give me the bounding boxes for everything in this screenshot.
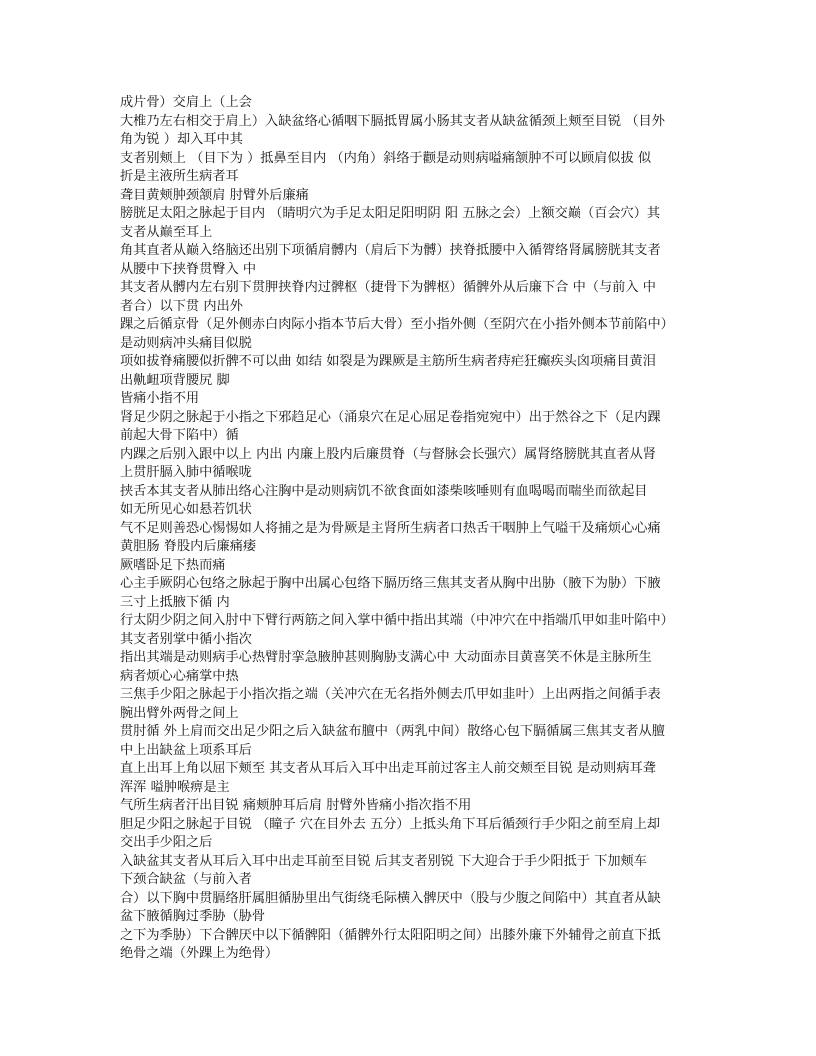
text-line: 角其直者从巅入络脑还出别下项循肩髆内（肩后下为髆）挟脊抵腰中入循膂络肾属膀胱其支者 [120, 243, 661, 258]
text-line: 前起大骨下陷中）循 [120, 428, 239, 443]
text-line: 出鼽衄项背腰尻 脚 [120, 372, 230, 388]
text-line: 三焦手少阳之脉起于小指次指之端（关冲穴在无名指外侧去爪甲如韭叶）上出两指之间循手表 [120, 687, 661, 702]
text-line: 贯肘循 外上肩而交出足少阳之后入缺盆布膻中（两乳中间）散络心包下膈循属三焦其支者从膻 [120, 724, 665, 739]
text-line: 交出手少阳之后 [120, 835, 213, 850]
text-line: 浑浑 嗌肿喉痹是主 [120, 779, 230, 795]
text-line: 合）以下胸中贯膈络肝属胆循胁里出气街绕毛际横入髀厌中（股与少腹之间陷中）其直者从缺 [120, 890, 661, 906]
text-line: 行太阴少阴之间入肘中下臂行两筋之间入掌中循中指出其端（中冲穴在中指端爪甲如韭叶陷中） [120, 613, 674, 628]
text-line: 三寸上抵腋下循 内 [120, 594, 230, 610]
text-line: 厥嗜卧足下热而痛 [120, 557, 226, 573]
text-line: 膀胱足太阳之脉起于目内 （睛明穴为手足太阳足阳明阴 阳 五脉之会）上额交巅（百会穴）其 [120, 206, 661, 221]
text-line: 成片骨）交肩上（上会 [120, 95, 252, 110]
text-line: 大椎乃左右相交于肩上）入缺盆络心循咽下膈抵胃属小肠其支者从缺盆循颈上颊至目锐 （目外 [120, 113, 665, 129]
text-line: 内踝之后别入跟中以上 内出 内廉上股内后廉贯脊（与督脉会长强穴）属肾络膀胱其直者从肾 [120, 446, 656, 462]
text-line: 气不足则善恐心惕惕如人将捕之是为骨厥是主肾所生病者口热舌干咽肿上气嗌干及痛烦心心痛 [120, 520, 661, 536]
text-line: 肾足少阴之脉起于小指之下邪趋足心（涌泉穴在足心屈足卷指宛宛中）出于然谷之下（足内踝 [120, 409, 661, 425]
text-line: 中上出缺盆上项系耳后 [120, 742, 252, 758]
text-line: 如无所见心如悬若饥状 [120, 502, 252, 517]
text-line: 盆下腋循胸过季胁（胁骨 [120, 909, 266, 924]
text-line: 黄胆肠 脊股内后廉痛痿 [120, 539, 257, 554]
text-line: 皆痛小指不用 [120, 391, 200, 406]
text-line: 指出其端是动则病手心热臂肘挛急腋肿甚则胸胁支满心中 大动面赤目黄喜笑不休是主脉所生 [120, 650, 652, 665]
text-line: 支者从巅至耳上 [120, 224, 213, 240]
text-line: 折是主液所生病者耳 [120, 169, 239, 184]
text-line: 从腰中下挟脊贯臀入 中 [120, 261, 257, 277]
text-line: 者合）以下贯 内出外 [120, 298, 243, 314]
text-line: 下颈合缺盆（与前入者 [120, 872, 252, 887]
text-line: 病者烦心心痛掌中热 [120, 668, 239, 684]
text-line: 聋目黄颊肿颈颔肩 肘臂外后廉痛 [120, 187, 309, 203]
text-line: 之下为季胁）下合髀厌中以下循髀阳（循髀外行太阳阳明之间）出膝外廉下外辅骨之前直下抵 [120, 927, 661, 943]
text-line: 其支者别掌中循小指次 [120, 631, 252, 647]
text-line: 踝之后循京骨（足外侧赤白肉际小指本节后大骨）至小指外侧（至阴穴在小指外侧本节前陷中） [120, 317, 674, 332]
text-line: 上贯肝膈入肺中循喉咙 [120, 465, 252, 480]
text-line: 角为锐 ）却入耳中其 [120, 132, 243, 147]
document-body [120, 94, 720, 964]
text-line: 心主手厥阴心包络之脉起于胸中出属心包络下膈历络三焦其支者从胸中出胁（腋下为胁）下腋 [120, 576, 661, 591]
text-line: 项如拔脊痛腰似折髀不可以曲 如结 如裂是为踝厥是主筋所生病者痔疟狂癫疾头囟项痛目黄泪 [120, 354, 656, 369]
text-line: 挟舌本其支者从肺出络心注胸中是动则病饥不欲食面如漆柴咳唾则有血喝喝而喘坐而欲起目 [120, 483, 648, 499]
text-line: 胆足少阳之脉起于目锐 （瞳子 穴在目外去 五分）上抵头角下耳后循颈行手少阳之前至肩上却 [120, 816, 661, 832]
text-line: 其支者从髆内左右别下贯胛挟脊内过髀枢（捷骨下为髀枢）循髀外从后廉下合 中（与前入 中 [120, 280, 656, 295]
text-line: 气所生病者汗出目锐 痛颊肿耳后肩 肘臂外皆痛小指次指不用 [120, 798, 472, 813]
text-line: 入缺盆其支者从耳后入耳中出走耳前至目锐 后其支者别锐 下大迎合于手少阳抵于 下加颊车 [120, 853, 647, 869]
text-line: 腕出臂外两骨之间上 [120, 705, 239, 721]
text-line: 直上出耳上角以屈下颊至 其支者从耳后入耳中出走耳前过客主人前交颊至目锐 是动则病耳聋 [120, 761, 656, 776]
text-line: 支者别颊上 （目下为 ）抵鼻至目内 （内角）斜络于颧是动则病嗌痛颔肿不可以顾肩似拔 似 [120, 150, 652, 166]
text-line: 绝骨之端（外踝上为绝骨） [120, 946, 279, 961]
text-line: 是动则病冲头痛目似脱 [120, 335, 252, 351]
